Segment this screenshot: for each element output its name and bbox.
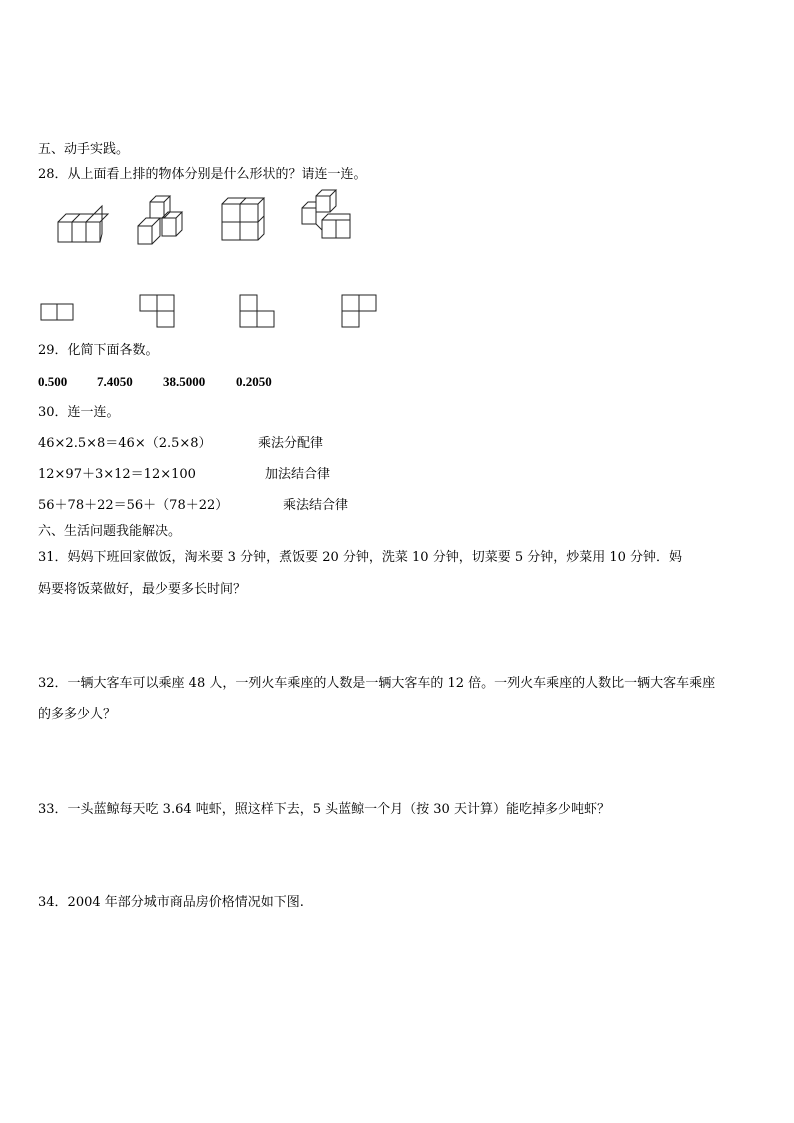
equation-3: 56＋78＋22＝56＋（78＋22） xyxy=(38,498,229,513)
question-29: 29．化简下面各数。 xyxy=(38,343,159,358)
cube-figure-4 xyxy=(300,190,354,246)
view-shape-1 xyxy=(40,303,76,323)
cube-figure-3 xyxy=(220,196,270,246)
decimal-2: 7.4050 xyxy=(97,374,133,389)
question-31-line-2: 妈要将饭菜做好，最少要多长时间？ xyxy=(38,582,247,597)
question-28: 28．从上面看上排的物体分别是什么形状的？请连一连。 xyxy=(38,167,367,182)
question-34: 34．2004 年部分城市商品房价格情况如下图. xyxy=(38,895,304,910)
view-shape-2 xyxy=(139,294,177,330)
decimal-1: 0.500 xyxy=(38,374,68,389)
question-31-line-1: 31．妈妈下班回家做饭，淘米要 3 分钟，煮饭要 20 分钟，洗菜 10 分钟，切菜要 5 分钟，炒菜用 10 分钟．妈 xyxy=(38,550,683,565)
law-3: 乘法结合律 xyxy=(283,498,349,513)
view-shape-3 xyxy=(239,294,277,330)
law-1: 乘法分配律 xyxy=(258,436,324,451)
decimal-4: 0.2050 xyxy=(236,374,272,389)
question-33: 33．一头蓝鲸每天吃 3.64 吨虾，照这样下去，5 头蓝鲸一个月（按 30 天计算）能吃掉多少吨虾？ xyxy=(38,802,610,817)
question-30: 30．连一连。 xyxy=(38,405,120,420)
view-shape-4 xyxy=(341,294,379,330)
section-heading-6: 六、生活问题我能解决。 xyxy=(38,524,182,539)
equation-2: 12×97＋3×12＝12×100 xyxy=(38,467,196,482)
law-2: 加法结合律 xyxy=(265,467,331,482)
question-32-line-2: 的多多少人？ xyxy=(38,707,117,722)
decimal-3: 38.5000 xyxy=(163,374,206,389)
question-32-line-1: 32．一辆大客车可以乘座 48 人，一列火车乘座的人数是一辆大客车的 12 倍。一列火车乘座的人数比一辆大客车乘座 xyxy=(38,676,716,691)
section-heading-5: 五、动手实践。 xyxy=(38,142,130,157)
cube-figure-2 xyxy=(136,196,186,246)
cube-figure-1 xyxy=(56,206,106,246)
equation-1: 46×2.5×8＝46×（2.5×8） xyxy=(38,436,212,451)
